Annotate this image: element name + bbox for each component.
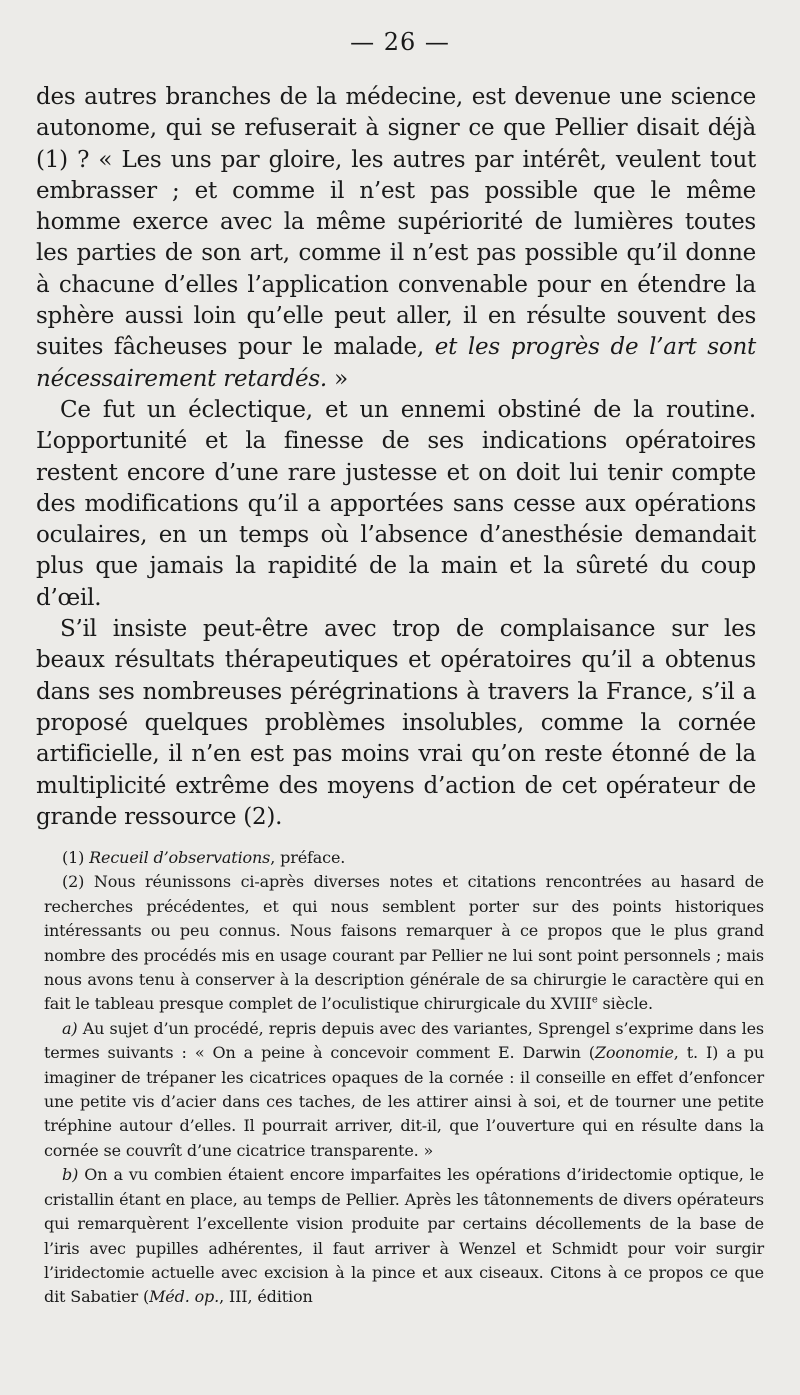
footnote-2 bbox=[44, 870, 764, 1016]
footnote-2-sup: e bbox=[591, 995, 598, 1007]
paragraph-1-text: des autres branches de la médecine, est devenue une science autonome, qui se refuserait à signer ce que Pellier disait déjà (1) ? « Les uns par gloire, les autres par intérêt, veulent tout embrasser ; et comme il n’est pas possible que le même homme exerce avec la même supériorité de lumières toutes les parties de son art, comme il n’est pas possible qu’il donne à chacune d’elles l’application convenable pour en étendre la sphère aussi loin qu’elle peut aller, il en résulte souvent des suites fâcheuses pour le malade, bbox=[36, 84, 756, 361]
paragraph-1-italic: et les progrès de l’art sont nécessairement retardés. bbox=[36, 334, 756, 392]
footnote-1-rest: , préface. bbox=[270, 848, 346, 867]
main-text bbox=[36, 82, 756, 833]
footnote-b-mark: b) bbox=[62, 1165, 79, 1185]
footnote-b-text-2: , III, édition bbox=[219, 1287, 313, 1307]
footnote-1-title: Recueil d’observations bbox=[89, 848, 271, 867]
footnote-1 bbox=[44, 846, 764, 870]
paragraph-1 bbox=[36, 82, 756, 395]
footnote-b-italic: Méd. op. bbox=[149, 1287, 220, 1307]
footnote-a-italic: Zoonomie bbox=[594, 1043, 674, 1063]
paragraph-3: S’il insiste peut-être avec trop de complaisance sur les beaux résultats thérapeutiques et opératoires qu’il a obtenus dans ses nombreuses pérégrinations à travers la France, s’il a proposé quelques problèmes insolubles, comme la cornée artificielle, il n’en est pas moins vrai qu’on reste étonné de la multiplicité extrême des moyens d’action de cet opérateur de grande ressource (2). bbox=[36, 616, 756, 830]
footnotes bbox=[44, 846, 764, 1310]
footnote-b bbox=[44, 1163, 764, 1309]
footnote-a bbox=[44, 1017, 764, 1163]
footnote-b-text-1: On a vu combien étaient encore imparfaites les opérations d’iridectomie optique, le cristallin étant en place, au temps de Pellier. Après les tâtonnements de divers opérateurs qui remarquèrent l’excellente vision produite par certains décollements de la base de l’iris avec pupilles adhérentes, il faut arriver à Wenzel et Schmidt pour voir surgir l’iridectomie actuelle avec excision à la pince et aux ciseaux. Citons à ce propos ce que dit Sabatier ( bbox=[44, 1165, 764, 1307]
footnote-2-text: (2) Nous réunissons ci-après diverses notes et citations rencontrées au hasard de recherches précédentes, et qui nous semblent porter sur des points historiques intéressants ou peu connus. Nous faisons remarquer à ce propos que le plus grand nombre des procédés mis en usage courant par Pellier ne lui sont point personnels ; mais nous avons tenu à conserver à la description générale de sa chirurgie le caractère qui en fait le tableau presque complet de l’oculistique chirurgicale du XVIII bbox=[44, 872, 764, 1014]
footnote-1-mark: (1) bbox=[62, 848, 85, 867]
closing-quote: » bbox=[334, 365, 348, 392]
footnote-a-mark: a) bbox=[62, 1018, 78, 1038]
paragraph-2: Ce fut un éclectique, et un ennemi obstiné de la routine. L’opportunité et la finesse de ses indications opératoires restent encore d’une rare justesse et on doit lui tenir compte des modifications qu’il a apportées sans cesse aux opérations oculaires, en un temps où l’absence d’anesthésie demandait plus que jamais la rapidité de la main et la sûreté du coup d’œil. bbox=[36, 396, 756, 611]
footnote-a-text-2: , t. I) a pu imaginer de trépaner les cicatrices opaques de la cornée : il conseille en effet d’enfoncer une petite vis d’acier dans ces taches, de les attirer ainsi à soi, et de tourner une petite tréphine autour d’elles. Il pourrait arriver, dit-il, que l’ouverture qui en résulte dans la cornée se couvrît d’une cicatrice transparente. » bbox=[44, 1043, 764, 1160]
page-number: — 26 — bbox=[350, 28, 450, 56]
footnote-a-text-1: Au sujet d’un procédé, repris depuis avec des variantes, Sprengel s’exprime dans les termes suivants : « On a peine à concevoir comment E. Darwin ( bbox=[44, 1018, 764, 1063]
footnote-2-end: siècle. bbox=[597, 994, 653, 1014]
